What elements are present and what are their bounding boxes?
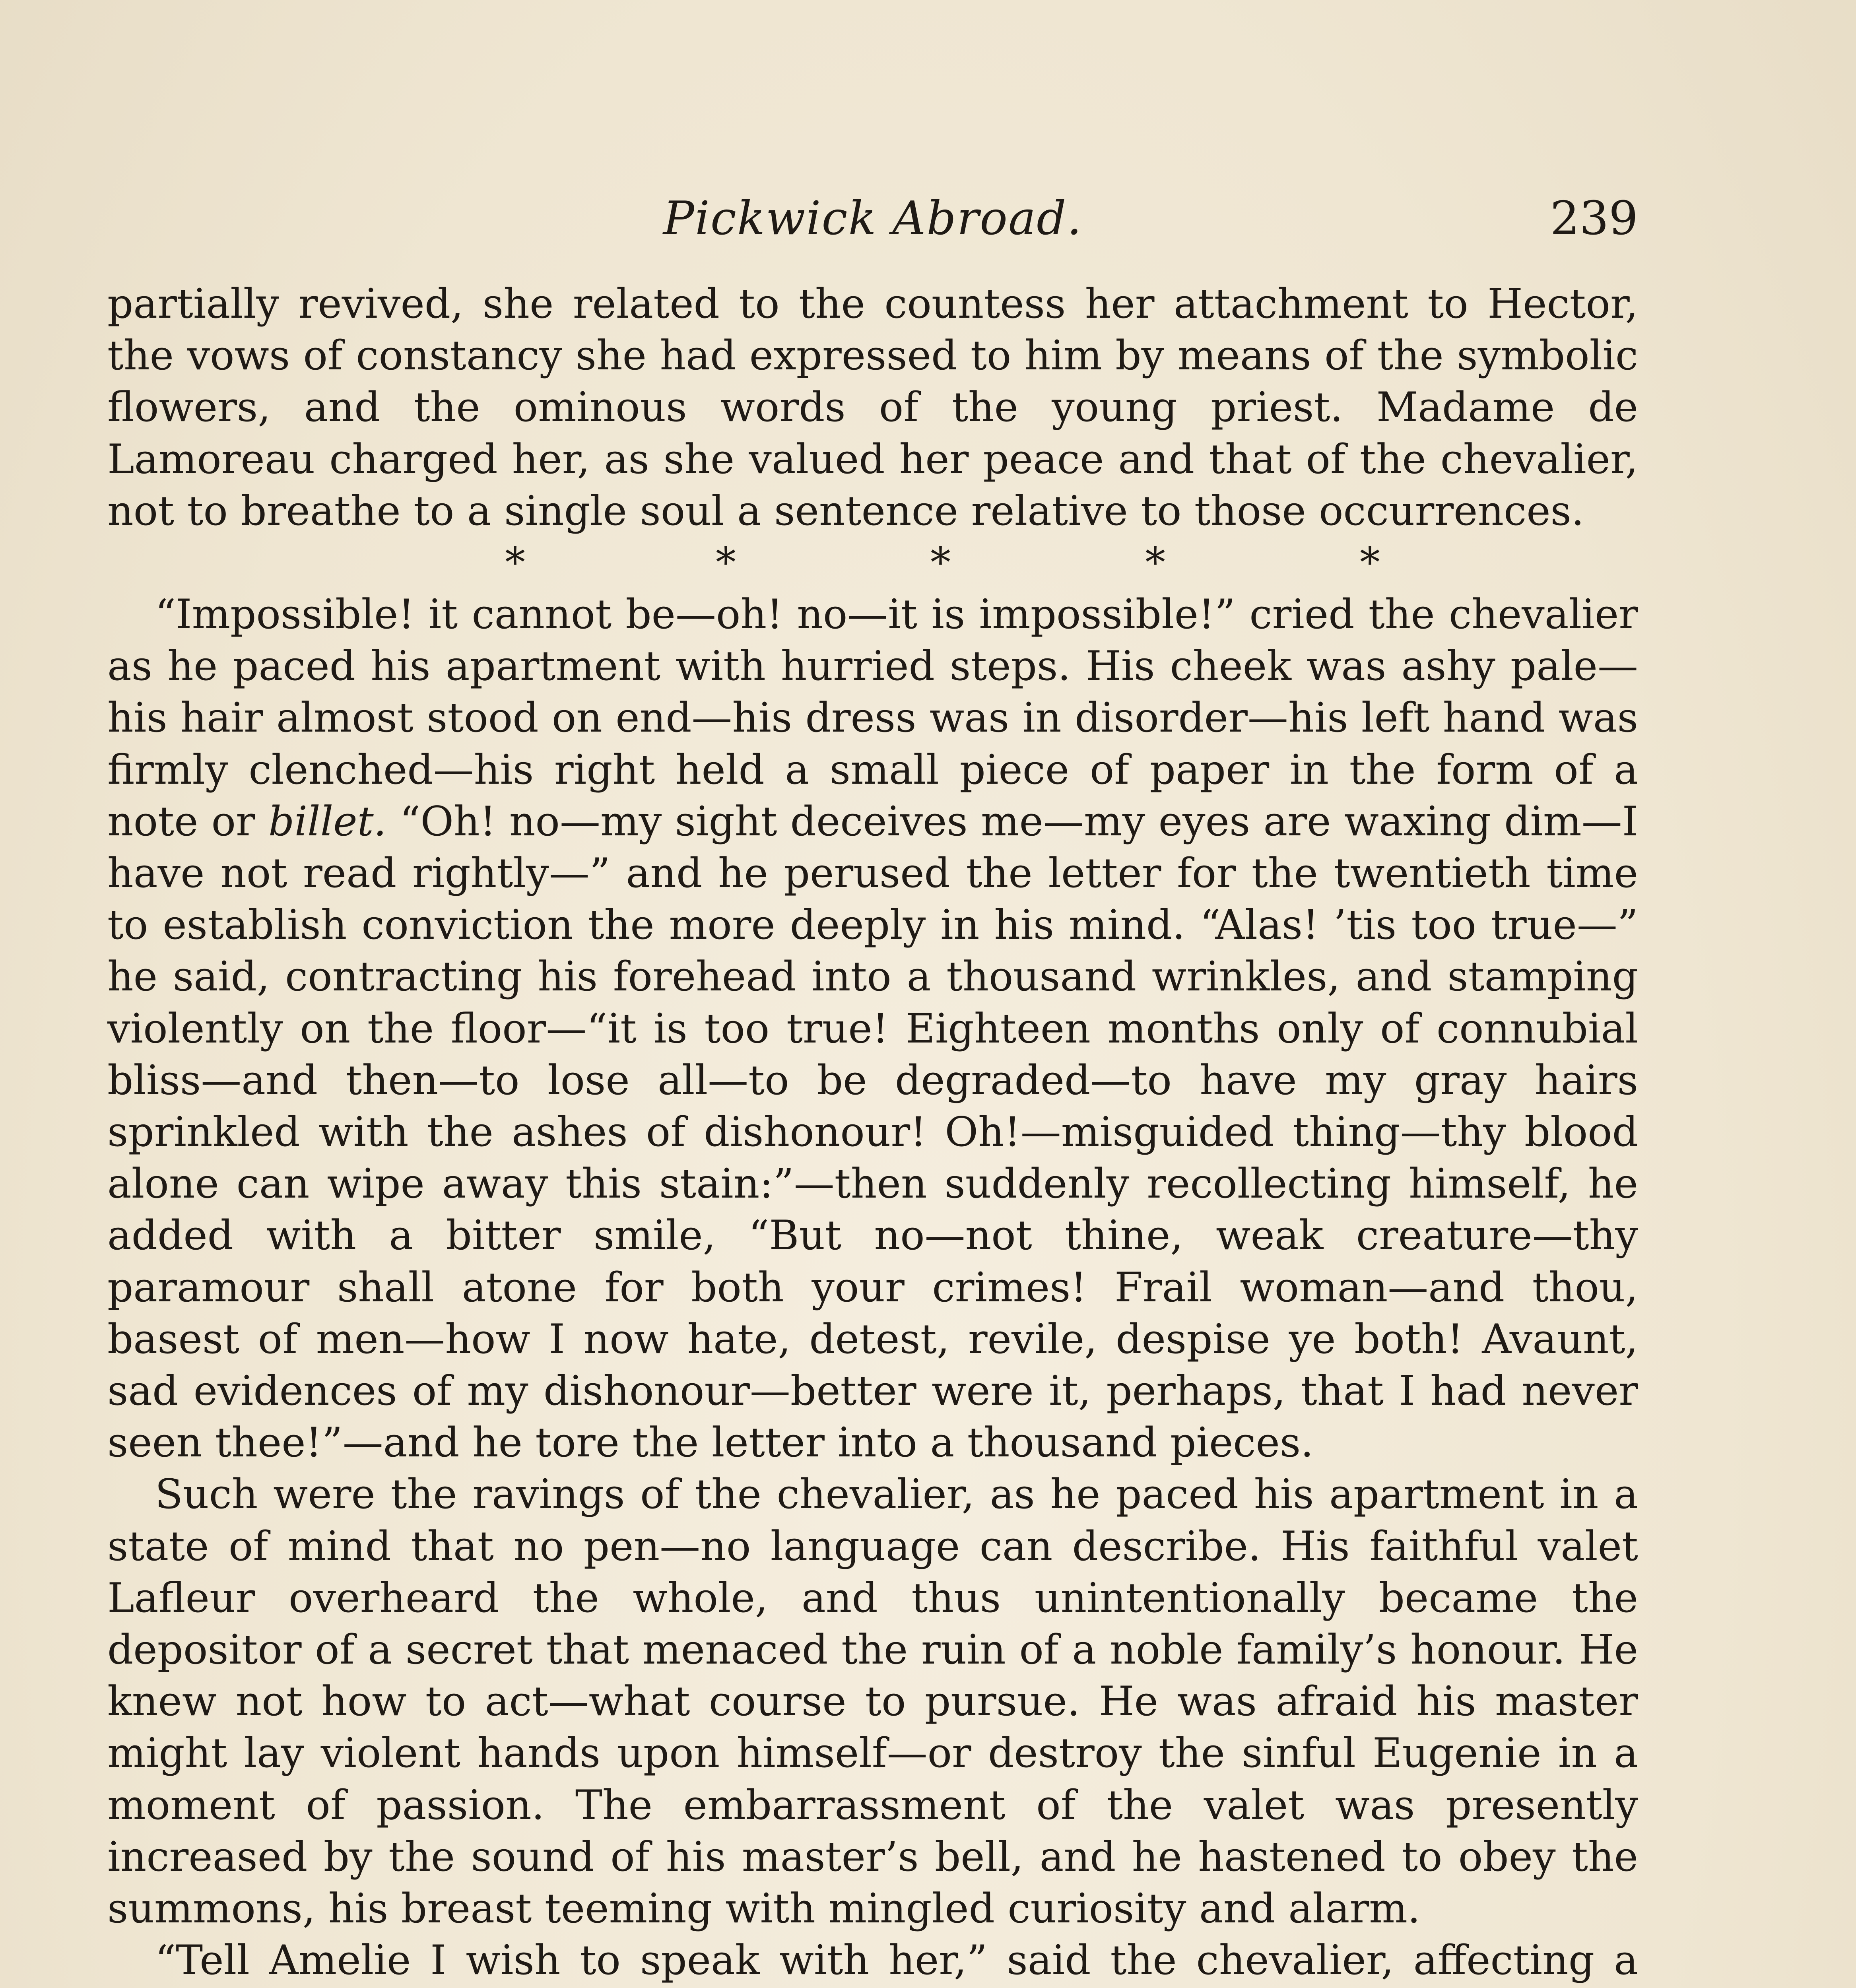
asterisk: * bbox=[1145, 539, 1165, 587]
running-title: Pickwick Abroad. bbox=[663, 192, 1083, 245]
section-break bbox=[107, 537, 1638, 589]
running-head bbox=[107, 187, 1638, 250]
asterisk: * bbox=[716, 539, 736, 587]
paragraph-2-start: “Impossible! it cannot be—oh! no—it is impossible!” cried the chevalier as he paced his apartment with hurried steps. His cheek was ashy pale—his hair almost stood on end—his dress was in disorder—his left hand was firmly clenched—his right held a small piece of paper in the form of a note or bbox=[107, 591, 1638, 845]
paragraph-2 bbox=[107, 589, 1638, 1469]
asterisk: * bbox=[930, 539, 951, 587]
paragraph-4: “Tell Amelie I wish to speak with her,” said the chevalier, affecting a bbox=[155, 1937, 1638, 1984]
asterisk: * bbox=[1360, 539, 1380, 587]
paragraph-1: partially revived, she related to the countess her attachment to Hector, the vows of constancy she had expressed to him by means of the symbolic flowers, and the ominous words of the young priest. Madame de Lamoreau charged her, as she valued her peace and that of the chevalier, not to breathe to a single soul a sentence relative to those occurrences. bbox=[107, 280, 1638, 535]
paragraph-2-end: “Oh! no—my sight deceives me—my eyes are waxing dim—I have not read rightly—” and he perused the letter for the twentieth time to establish conviction the more deeply in his mind. “Alas! ’tis too true—” he said, contracting his forehead into a thousand wrinkles, and stamping violently on the floor—“it is too true! Eighteen months only of connubial bliss—and then—to lose all—to be degraded—to have my gray hairs sprinkled with the ashes of dishonour! Oh!—misguided thing—thy blood alone can wipe away this stain:”—then suddenly recollecting himself, he added with a bitter smile, “But no—not thine, weak creature—thy paramour shall atone for both your crimes! Frail woman—and thou, basest of men—how I now hate, detest, revile, despise ye both! Avaunt, sad evidences of my dishonour—better were it, perhaps, that I had never seen thee!”—and he tore the letter into a thousand pieces. bbox=[107, 798, 1639, 1467]
asterisk: * bbox=[505, 539, 525, 587]
paragraph-3: Such were the ravings of the chevalier, as he paced his apartment in a state of mind that no pen—no language can describe. His faithful valet Lafleur overheard the whole, and thus unintentionally became the depositor of a secret that menaced the ruin of a noble family’s honour. He knew not how to act—what course to pursue. He was afraid his master might lay violent hands upon himself—or destroy the sinful Eugenie in a moment of passion. The embarrassment of the valet was presently increased by the sound of his master’s bell, and he hastened to obey the summons, his breast teeming with mingled curiosity and alarm. bbox=[107, 1471, 1638, 1933]
italic-billet: billet. bbox=[268, 798, 386, 845]
body-text bbox=[107, 278, 1638, 1988]
page-number: 239 bbox=[1550, 192, 1638, 245]
